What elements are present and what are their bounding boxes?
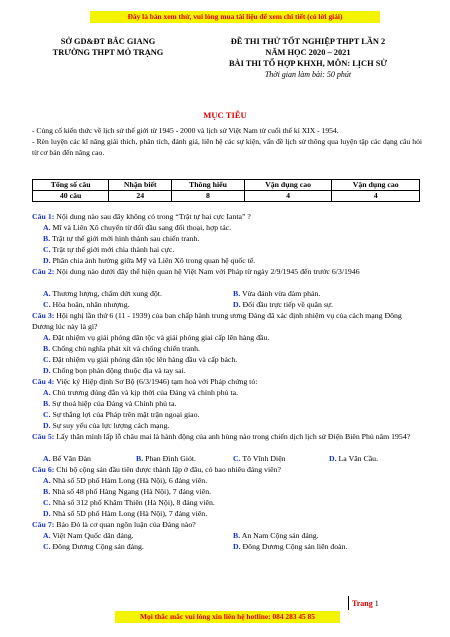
answer-option bbox=[233, 541, 347, 552]
option-letter: B. bbox=[233, 289, 241, 298]
answer-option bbox=[43, 530, 134, 541]
option-text: Phân chia ảnh hưởng giữa Mỹ và Liên Xô trong quan hệ quốc tế. bbox=[52, 256, 256, 265]
exam-subject: BÀI THI TỔ HỢP KHXH, MÔN: LỊCH SỬ bbox=[228, 59, 388, 68]
answer-option bbox=[43, 299, 130, 310]
answer-option bbox=[43, 332, 269, 343]
answer-option bbox=[43, 244, 174, 255]
question-text: Nội dung nào sau đây không có trong “Trật tự hai cực Ianta” ? bbox=[56, 212, 251, 221]
exam-time: Thời gian làm bài: 50 phút bbox=[264, 70, 352, 79]
answer-option bbox=[43, 288, 162, 299]
option-text: Thương lượng, chấm dứt xung đột. bbox=[52, 289, 162, 298]
option-text: La Văn Cầu. bbox=[338, 454, 379, 463]
question-number: Câu 5: bbox=[32, 432, 55, 441]
option-letter: A. bbox=[43, 454, 51, 463]
answer-option bbox=[233, 299, 333, 310]
option-text: Đông Dương Cộng sản đảng. bbox=[52, 542, 144, 551]
option-letter: C. bbox=[233, 454, 241, 463]
option-letter: B. bbox=[43, 344, 51, 353]
answer-option bbox=[43, 508, 207, 519]
school-name: TRƯỜNG THPT MỎ TRẠNG bbox=[52, 48, 164, 57]
option-text: Đông Dương Cộng sản liên đoàn. bbox=[242, 542, 348, 551]
question-5 bbox=[32, 431, 422, 442]
page-number-value: 1 bbox=[374, 599, 379, 608]
exam-title: ĐỀ THI THỬ TỐT NGHIỆP THPT LẦN 2 bbox=[230, 37, 386, 46]
answer-option bbox=[43, 222, 231, 233]
option-letter: C. bbox=[43, 498, 51, 507]
option-text: An Nam Cộng sản đảng. bbox=[241, 531, 319, 540]
question-number: Câu 1: bbox=[32, 212, 55, 221]
top-banner: Đây là bản xem thử, vui lòng mua tài liệu để xem chi tiết (có lời giải) bbox=[90, 11, 380, 23]
option-letter: C. bbox=[43, 542, 51, 551]
objective-1: - Củng cố kiến thức về lịch sử thế giới từ 1945 - 2000 và lịch sử Việt Nam từ cuối thế kỉ XIX - 1954. bbox=[32, 126, 339, 135]
answer-option bbox=[43, 387, 238, 398]
option-text: Nhà số 5D phố Hàm Long (Hà Nội), 6 đảng viên. bbox=[52, 476, 208, 485]
option-letter: D. bbox=[43, 421, 51, 430]
question-text: Nội dung nào dưới đây thể hiện quan hệ Việt Nam với Pháp từ ngày 2/9/1945 đến trước 6/3/1946 bbox=[56, 267, 360, 276]
option-letter: C. bbox=[43, 300, 51, 309]
stats-header-cell: Thông hiểu bbox=[172, 180, 245, 191]
option-text: Đặt nhiệm vụ giải phóng dân tộc và giải phóng giai cấp lên hàng đầu. bbox=[52, 333, 270, 342]
option-letter: B. bbox=[233, 531, 241, 540]
option-text: Vừa đánh vừa đàm phán. bbox=[241, 289, 321, 298]
answer-option bbox=[43, 453, 91, 464]
question-stats-table bbox=[32, 179, 420, 202]
answer-option bbox=[43, 486, 211, 497]
footer-divider bbox=[348, 596, 349, 610]
answer-option bbox=[43, 365, 186, 376]
answer-option bbox=[43, 255, 255, 266]
school-header bbox=[38, 36, 178, 58]
question-text: Chi bộ cộng sản đầu tiên được thành lập ở đâu, có bao nhiêu đảng viên? bbox=[56, 465, 281, 474]
question-3 bbox=[32, 310, 422, 332]
answer-option bbox=[233, 530, 319, 541]
section-title: MỤC TIÊU bbox=[203, 110, 247, 120]
stats-header-cell: Vận dụng cao bbox=[244, 180, 332, 191]
option-text: Nhà số 48 phố Hàng Ngang (Hà Nội), 7 đảng viên. bbox=[52, 487, 212, 496]
question-4 bbox=[32, 376, 422, 387]
option-text: Hòa hoãn, nhân nhượng. bbox=[52, 300, 130, 309]
answer-option bbox=[43, 497, 215, 508]
stats-value-cell: 4 bbox=[244, 191, 332, 202]
option-letter: C. bbox=[43, 410, 51, 419]
answer-option bbox=[43, 541, 144, 552]
option-text: Sự thắng lợi của Pháp trên mặt trận ngoại giao. bbox=[52, 410, 200, 419]
option-letter: D. bbox=[329, 454, 337, 463]
stats-value-row bbox=[33, 191, 420, 202]
option-text: Tô Vĩnh Diện bbox=[242, 454, 286, 463]
bottom-banner: Mọi thắc mắc vui lòng xin liên hệ hotline: 084 283 45 85 bbox=[115, 611, 340, 623]
question-number: Câu 3: bbox=[32, 311, 55, 320]
option-letter: A. bbox=[43, 388, 51, 397]
option-text: Chủ trương đúng đắn và kịp thời của Đảng và chính phủ ta. bbox=[52, 388, 239, 397]
option-letter: B. bbox=[43, 399, 51, 408]
answer-option bbox=[136, 453, 196, 464]
option-text: Nhà số 5D phố Hàm Long (Hà Nội), 7 đảng viên. bbox=[52, 509, 208, 518]
question-number: Câu 4: bbox=[32, 377, 55, 386]
option-text: Mĩ và Liên Xô chuyển từ đối đầu sang đối thoại, hợp tác. bbox=[52, 223, 232, 232]
answer-option bbox=[329, 453, 378, 464]
question-1 bbox=[32, 211, 422, 222]
question-text: Báo Đỏ là cơ quan ngôn luận của Đảng nào? bbox=[56, 520, 196, 529]
question-7 bbox=[32, 519, 422, 530]
stats-value-cell: 4 bbox=[332, 191, 420, 202]
option-text: Phan Đình Giót. bbox=[145, 454, 197, 463]
option-text: Việt Nam Quốc dân đảng. bbox=[52, 531, 134, 540]
answer-option bbox=[43, 420, 169, 431]
stats-header-cell: Nhận biết bbox=[109, 180, 172, 191]
answer-option bbox=[233, 288, 320, 299]
answer-option bbox=[43, 409, 199, 420]
option-letter: A. bbox=[43, 289, 51, 298]
option-letter: B. bbox=[136, 454, 144, 463]
question-6 bbox=[32, 464, 422, 475]
question-text: Hội nghị lần thứ 6 (11 - 1939) của ban chấp hành trung ương Đảng đã xác định nhiệm vụ của cách mạng Đông Dương lúc này là gì? bbox=[32, 311, 402, 331]
option-letter: C. bbox=[43, 245, 51, 254]
option-letter: C. bbox=[43, 355, 51, 364]
option-letter: D. bbox=[233, 300, 241, 309]
question-2 bbox=[32, 266, 422, 277]
option-letter: A. bbox=[43, 333, 51, 342]
option-letter: A. bbox=[43, 223, 51, 232]
department-name: SỞ GD&ĐT BẮC GIANG bbox=[60, 37, 156, 46]
option-text: Chống chủ nghĩa phát xít và chống chiến tranh. bbox=[52, 344, 200, 353]
answer-option bbox=[43, 343, 200, 354]
exam-header bbox=[188, 36, 428, 80]
question-number: Câu 6: bbox=[32, 465, 55, 474]
option-text: Sự thoả hiệp của Đảng và Chính phủ ta. bbox=[52, 399, 177, 408]
objective-2: - Rèn luyện các kĩ năng giải thích, phân tích, đánh giá, liên hệ các sự kiện, vấn đề lịch sử thông qua luyện tập các dạng câu hỏi từ cơ bản đến nâng cao. bbox=[32, 137, 422, 157]
answer-option bbox=[43, 398, 177, 409]
page-number bbox=[352, 599, 379, 608]
stats-header-cell: Vận dụng cao bbox=[332, 180, 420, 191]
option-letter: A. bbox=[43, 531, 51, 540]
stats-header-row bbox=[33, 180, 420, 191]
answer-option bbox=[43, 233, 199, 244]
option-letter: D. bbox=[43, 509, 51, 518]
option-text: Sự suy yếu của lực lượng cách mạng. bbox=[52, 421, 170, 430]
school-year: NĂM HỌC 2020 – 2021 bbox=[265, 48, 351, 57]
answer-option bbox=[43, 475, 207, 486]
option-text: Bế Văn Đàn bbox=[52, 454, 91, 463]
answer-option bbox=[43, 354, 237, 365]
option-text: Trật tự thế giới mới chia thành hai cực. bbox=[52, 245, 175, 254]
option-text: Đối đầu trực tiếp về quân sự. bbox=[242, 300, 334, 309]
option-letter: A. bbox=[43, 476, 51, 485]
question-text: Lấy thân mình lấp lỗ châu mai là hành động của anh hùng nào trong chiến dịch lịch sử Điện Biên Phủ năm 1954? bbox=[56, 432, 411, 441]
stats-value-cell: 40 câu bbox=[33, 191, 109, 202]
question-number: Câu 7: bbox=[32, 520, 55, 529]
answer-option bbox=[233, 453, 286, 464]
option-letter: D. bbox=[43, 256, 51, 265]
question-text: Việc ký Hiệp định Sơ Bộ (6/3/1946) tạm hoà với Pháp chứng tỏ: bbox=[56, 377, 258, 386]
stats-header-cell: Tổng số câu bbox=[33, 180, 109, 191]
stats-value-cell: 8 bbox=[172, 191, 245, 202]
option-text: Chống bọn phản động thuộc địa và tay sai. bbox=[52, 366, 186, 375]
option-letter: D. bbox=[43, 366, 51, 375]
option-text: Nhà số 312 phố Khâm Thiên (Hà Nội), 8 đảng viên. bbox=[52, 498, 215, 507]
option-text: Đặt nhiệm vụ giải phóng dân tộc lên hàng đầu và cấp bách. bbox=[52, 355, 238, 364]
page-label: Trang bbox=[352, 599, 373, 608]
option-letter: D. bbox=[233, 542, 241, 551]
option-letter: B. bbox=[43, 234, 51, 243]
option-text: Trật tự thế giới mới hình thành sau chiến tranh. bbox=[51, 234, 200, 243]
question-number: Câu 2: bbox=[32, 267, 55, 276]
option-letter: B. bbox=[43, 487, 51, 496]
stats-value-cell: 24 bbox=[109, 191, 172, 202]
